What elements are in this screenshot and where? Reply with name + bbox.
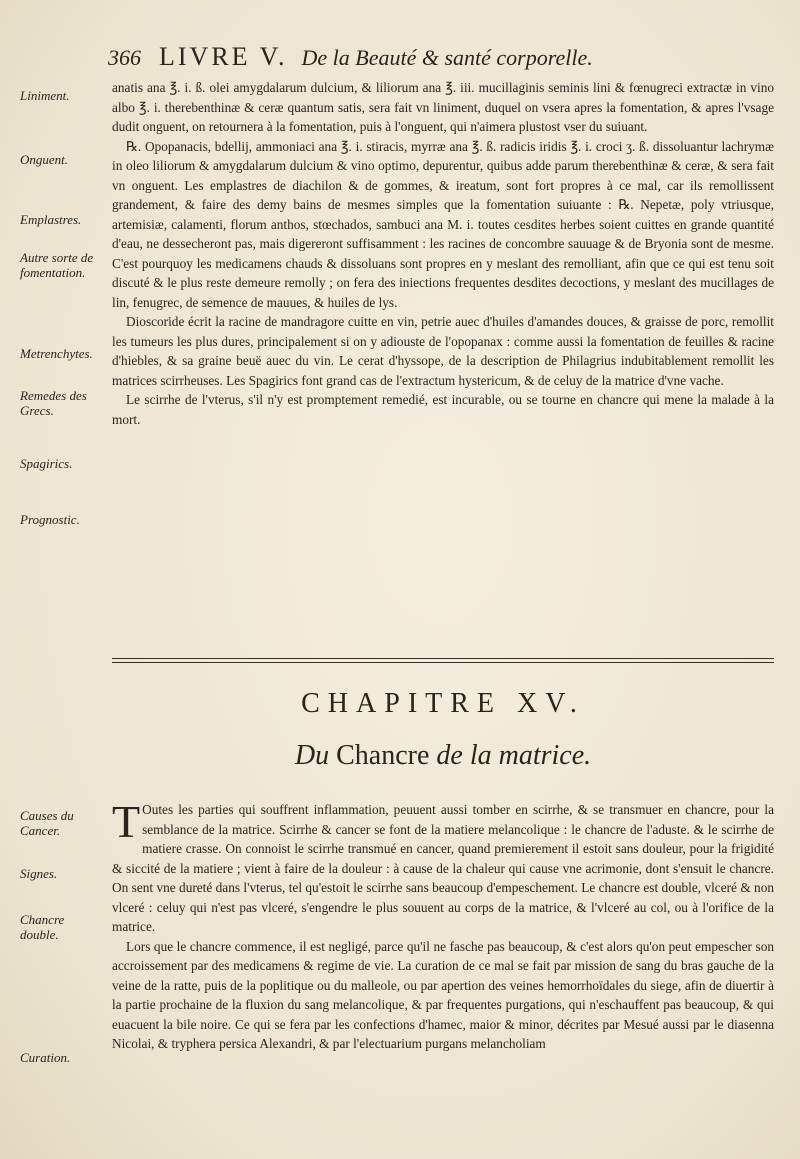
margin-note-curation: Curation. — [20, 1050, 71, 1065]
chapter-subtitle — [112, 740, 774, 772]
margin-note-fomentation: Autre sorte de fomentation. — [20, 250, 94, 280]
margin-note-spagirics: Spagirics. — [20, 456, 73, 471]
chapter-subtitle-mid: Chancre — [336, 740, 430, 771]
paragraph: Dioscoride écrit la racine de mandragore cuitte en vin, petrie auec d'huiles d'amandes douces, & graisse de porc, remollit les tumeurs les plus dures, principalement si on y adiouste de l'opopanax : comme aussi la fomentation de feuilles & racine d'hiebles, & sa graine beuë auec du vin. Le cerat d'hyssope, de la description de Philagrius indubitablement remollit les matrices scirrheuses. Les Spagirics font grand cas de l'extractum hystericum, & de celuy de la matrice d'vne vache. — [112, 314, 774, 388]
margin-note-onguent: Onguent. — [20, 152, 69, 167]
page-number: 366 — [108, 45, 141, 70]
paragraph: Le scirrhe de l'vterus, s'il n'y est promptement remedié, est incurable, ou se tourne en chancre qui mene la malade à la mort. — [112, 392, 774, 427]
chapter-divider-rule — [112, 658, 774, 663]
margin-note-metrenchytes: Metrenchytes. — [20, 346, 93, 361]
running-head-book: LIVRE V. — [159, 42, 288, 71]
paragraph: Lors que le chancre commence, il est negligé, parce qu'il ne fasche pas beaucoup, & c'est alors qu'on peut empescher son accroissement par des medicamens & regime de vie. La curation de ce mal se fait par mission de sang du bras gauche de la veine de la ratte, puis de la poplitique ou du malleole, ou par apertion des veines hemorrhoïdales du siege, afin de diuertir à la partie prochaine de la fluxion du sang melancolique, & par frequentes purgations, qui n'eschauffent pas beaucoup, & qui euacuent la bile noire. Ce qui se fera par les confections d'hamec, maior & minor, décrites par Mesué aussi par le diasenna Nicolai, & tryphera persica Alexandri, & par l'electuarium purgans melancholiam — [112, 938, 774, 1051]
paragraph — [112, 796, 774, 937]
chapter-heading: CHAPITRE XV. — [301, 688, 585, 719]
chapter-subtitle-pre: Du — [294, 740, 330, 771]
running-head-title: De la Beauté & santé corporelle. — [301, 45, 593, 70]
margin-note-prognostic: Prognostic. — [20, 512, 80, 527]
section-1-text — [112, 78, 774, 429]
margin-note-grecs: Remedes des Grecs. — [20, 388, 87, 418]
margin-note-double: Chancre double. — [20, 912, 65, 942]
section-2-text — [112, 796, 774, 1054]
running-header — [108, 42, 768, 76]
margin-note-liniment: Liniment. — [20, 88, 70, 103]
drop-cap: T — [112, 796, 141, 847]
margin-note-emplastres: Emplastres. — [20, 212, 82, 227]
paragraph: anatis ana ℥. i. ß. olei amygdalarum dulcium, & liliorum ana ℥. iii. mucillaginis seminis lini & fœnugreci extractæ in vino albo ℥. i. therebenthinæ & ceræ quantum satis, sera fait vn liniment, duquel on vsera apres la fomentation, & apres l'vsage dudit onguent, on retournera à la fomentation, puis à l'onguent, qui n'aimera plustost vser du suiuant. — [112, 80, 774, 134]
margin-note-causes: Causes du Cancer. — [20, 808, 74, 838]
margin-note-signes: Signes. — [20, 866, 58, 881]
paragraph-text: Outes les parties qui souffrent inflammation, peuuent aussi tomber en scirrhe, & se transmuer en chancre, pour la semblance de la matrice. Scirrhe & cancer se font de la matiere melancolique : le chancre de l'aduste. & le scirrhe de matiere crasse. On connoist le scirrhe transmué en cancer, quand premierement il estoit sans douleur, pour la frigidité & siccité de la matiere ; vient à faire de la douleur : à cause de la chaleur qui cause vne acrimonie, dont s'ensuit le chancre. On sent vne dureté dans l'vterus, tel qu'estoit le scirrhe sans beaucoup d'empeschement. Le chancre est double, vlceré & non vlceré : celuy qui n'est pas vlceré, s'engendre le plus souuent au corps de la matrice, & l'vlceré au col, ou à l'orifice de la matrice. — [112, 802, 774, 934]
paragraph: ℞. Opopanacis, bdellij, ammoniaci ana ℥. i. stiracis, myrræ ana ℥. ß. radicis iridis ℥. i. croci ʒ. ß. dissoluantur lachrymæ in oleo liliorum & amygdalarum dulcium & vino optimo, depurentur, quibus adde parum therebenthinæ & ceræ, & sera fait vn onguent. Les emplastres de diachilon & de gommes, & ireatum, sont fort propres à ce mal, car ils remollissent grandement, & faire des demy bains de mesmes simples que la fomentation suiuante : ℞. Nepetæ, poly vtriusque, artemisiæ, calamenti, florum anthos, stœchados, sambuci ana M. i. toutes cesdites herbes soient cuittes en grande quantité d'eau, ne dessecheront pas, mais digereront suffisamment : les racines de concombre sauuage & de Bryonia sont de mesme. C'est pourquoy les medicamens chauds & dissoluans sont propres en y meslant des remolliant, afin que ce qui est tenu soit discuté & le plus reste demeure remolly ; on fera des iniections frequentes desdites decoctions, y meslant des mucillages de lin, fenugrec, de semence de mauues, & huiles de lys. — [112, 138, 774, 310]
chapter-subtitle-post: de la matrice. — [436, 740, 592, 771]
